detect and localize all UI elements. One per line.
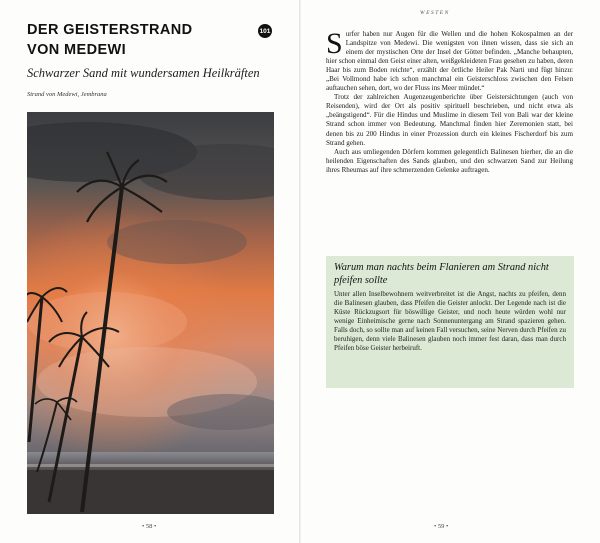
page-subtitle: Schwarzer Sand mit wundersamen Heilkräften	[27, 66, 260, 80]
book-gutter	[299, 0, 301, 543]
paragraph-3: Auch aus umliegenden Dörfern kommen gelegentlich Balinesen hierher, die an die heilenden Eigenschaften des Sands glauben, und den schwarzen Sand zur Heilung ihres Rheumas auf ihre schmerzenden Gelenke auftragen.	[326, 147, 573, 174]
entry-number-badge: 101	[258, 24, 272, 38]
paragraph-2: Trotz der zahlreichen Augenzeugenberichte über Geistersichtungen (auch von Reisenden), wird der Ort als positiv spirituell beschrieben, und nicht etwa als „beängstigend“. Für die Hindus und Muslime in diesem Teil von Bali war der kleine Strand schon immer von Bedeutung. Manchmal finden hier Zeremonien statt, bei denen bis zu 200 Hindus in einer Prozession durch ein kleines Fischerdorf bis zum Strand gehen.	[326, 93, 573, 147]
info-box-title: Warum man nachts beim Flanieren am Strand nicht pfeifen sollte	[334, 262, 549, 286]
page-title-line1: DER GEISTERSTRAND	[27, 22, 193, 38]
article-body	[326, 27, 573, 175]
page-title-line2: VON MEDEWI	[27, 42, 127, 58]
running-head: WESTEN	[420, 10, 450, 16]
paragraph-1-text: urfer haben nur Augen für die Wellen und die hohen Kokospalmen an der Landspitze von Medewi. Die wenigsten von ihnen wissen, dass sie sich an einem der mystischen Orte der Insel der Götter befinden. „Manche behaupten, hier schon einmal den Geist einer alten, weißgekleideten Frau gesehen zu haben, deren Haar bis zum Boden reichte“, erzählt der örtliche Heiler Pak Narti und fügt hinzu: „Bei Vollmond habe ich schon manchmal ein Geisterschloss zwischen den Felsen auftauchen sehen, dort, wo der Fluss ins Meer mündet.“	[326, 30, 573, 93]
paragraph-1	[326, 27, 573, 93]
info-box	[326, 256, 574, 388]
beach-sunset-photo	[27, 112, 274, 514]
info-box-text: Unter allen Inselbewohnern weitverbreitet ist die Angst, nachts zu pfeifen, denn die Balinesen glauben, dass Pfeifen die Geister anlockt. Der Legende nach ist die Küste Rückzugsort für böswillige Geister, und noch heute würden wohl nur wenige Einheimische gerne nach Sonnenuntergang am Strand spazieren gehen. Falls doch, so sollte man auf keinen Fall versuchen, seine Nerven durch Pfeifen zu beruhigen, denn viele Balinesen glauben noch immer fest daran, dass man durch Pfeifen böse Geister herbeiruft.	[334, 290, 566, 352]
page-number-left: • 58 •	[142, 523, 157, 530]
page-number-right: • 59 •	[434, 523, 449, 530]
dropcap: S	[326, 27, 343, 60]
photo-caption: Strand von Medewi, Jembrana	[27, 91, 107, 98]
